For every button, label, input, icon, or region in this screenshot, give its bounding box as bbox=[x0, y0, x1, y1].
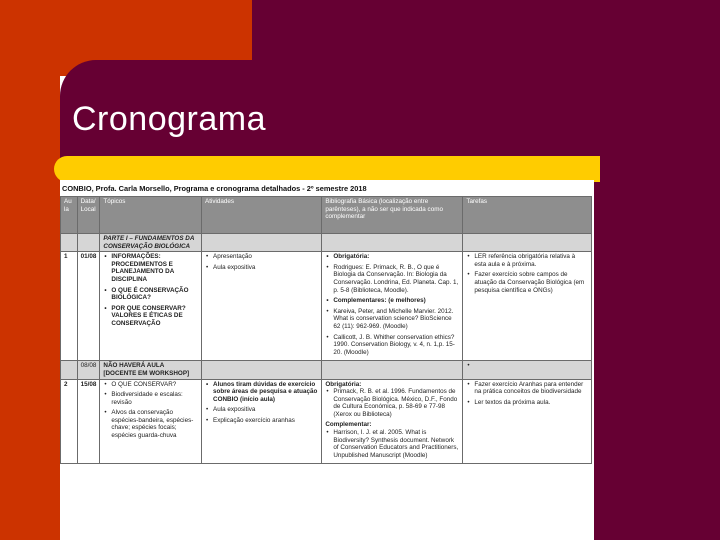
list-item: • Fazer exercício Aranhas para entender na prática conceitos de biodiversidade bbox=[474, 381, 588, 396]
list-item: • Biodiversidade e escalas: revisão bbox=[111, 391, 198, 406]
list-item: • Ler textos da próxima aula. bbox=[474, 399, 588, 407]
cell bbox=[61, 234, 78, 252]
list-item: • Rodrigues: E. Primack, R. B., O que é Biologia da Conservação. In: Biologia da Conservação. Londrina, Ed. Planeta. Cap. 1, p. 5-8 (Biblioteca, Moodle). bbox=[333, 264, 459, 294]
list-item: • Complementares: (e melhores) bbox=[333, 297, 459, 305]
schedule-table bbox=[60, 196, 592, 464]
table-row-holiday bbox=[61, 361, 592, 379]
cell bbox=[61, 361, 78, 379]
slide-title: Cronograma bbox=[72, 100, 266, 138]
list-item: • O QUE CONSERVAR? bbox=[111, 381, 198, 389]
activities-cell bbox=[202, 252, 322, 361]
aula-number: 1 bbox=[61, 252, 78, 361]
list-item: • Explicação exercício aranhas bbox=[213, 417, 318, 425]
cell bbox=[463, 361, 592, 379]
cell bbox=[463, 234, 592, 252]
part-title: PARTE I – FUNDAMENTOS DA CONSERVAÇÃO BIOLÓGICA bbox=[100, 234, 202, 252]
bibliography-cell bbox=[322, 379, 463, 464]
list-item: • INFORMAÇÕES: PROCEDIMENTOS E PLANEJAMENTO DA DISCIPLINA bbox=[111, 253, 198, 283]
cell bbox=[322, 361, 463, 379]
biblio-complementary-heading: Complementar: bbox=[325, 421, 372, 429]
list-item bbox=[474, 362, 588, 370]
bibliography-cell bbox=[322, 252, 463, 361]
table-row-part bbox=[61, 234, 592, 252]
table-row bbox=[61, 252, 592, 361]
list-item: • Kareiva, Peter, and Michelle Marvier. 2012. What is conservation science? BioScience 62 (11): 962-969. (Moodle) bbox=[333, 308, 459, 331]
header-topics: Tópicos bbox=[100, 197, 202, 234]
date-cell: 01/08 bbox=[77, 252, 100, 361]
yellow-accent-bar bbox=[54, 156, 600, 182]
activities-cell bbox=[202, 379, 322, 464]
header-tasks: Tarefas bbox=[463, 197, 592, 234]
list-item: • Alvos da conservação espécies-bandeira, espécies-chave; espécies focais; espécies guarda-chuva bbox=[111, 409, 198, 439]
list-item: • O QUE É CONSERVAÇÃO BIOLÓGICA? bbox=[111, 287, 198, 302]
topics-cell bbox=[100, 379, 202, 464]
orange-left-band bbox=[0, 76, 60, 540]
list-item: • Harrison, I. J. et al. 2005. What is Biodiversity? Synthesis document. Network of Conservation Educators and Practitioners, Unpublished Manuscript (Moodle) bbox=[333, 429, 459, 459]
topics-cell bbox=[100, 252, 202, 361]
cell bbox=[77, 234, 100, 252]
header-date: Data/ Local bbox=[77, 197, 100, 234]
cell bbox=[202, 234, 322, 252]
header-aula: Au la bbox=[61, 197, 78, 234]
date-cell: 08/08 bbox=[77, 361, 100, 379]
table-header-row bbox=[61, 197, 592, 234]
date-cell: 15/08 bbox=[77, 379, 100, 464]
holiday-notice: NÃO HAVERÁ AULA [DOCENTE EM WORKSHOP] bbox=[100, 361, 202, 379]
list-item: • Callicott, J. B. Whither conservation ethics? 1990. Conservation Biology, v. 4, n. 1,p. 15-20. (Moodle) bbox=[333, 334, 459, 357]
document-heading: CONBIO, Profa. Carla Morsello, Programa e cronograma detalhados - 2º semestre 2018 bbox=[62, 184, 367, 193]
list-item: • Aula expositiva bbox=[213, 264, 318, 272]
tasks-cell bbox=[463, 252, 592, 361]
list-item: • Apresentação bbox=[213, 253, 318, 261]
list-item: • Fazer exercício sobre campos de atuação da Conservação Biológica (em pesquisa científica e ONGs) bbox=[474, 271, 588, 294]
document-image bbox=[60, 182, 594, 528]
list-item: • Primack, R. B. et al. 1996. Fundamentos de Conservação Biológica. México, D.F., Fondo de Cultura Económica, p. 58-69 e 77-98 (Xerox ou Biblioteca) bbox=[333, 388, 459, 418]
cell bbox=[202, 361, 322, 379]
list-item: • Obrigatória: bbox=[333, 253, 459, 261]
tasks-cell bbox=[463, 379, 592, 464]
biblio-required-heading: Obrigatória: bbox=[325, 380, 362, 388]
list-item: • POR QUE CONSERVAR? VALORES E ÉTICAS DE CONSERVAÇÃO bbox=[111, 305, 198, 328]
list-item: • Alunos tiram dúvidas de exercício sobre áreas de pesquisa e atuação CONBIO (início aula) bbox=[213, 381, 318, 404]
header-bibliography: Bibliografia Básica (localização entre parênteses), a não ser que indicada como complementar bbox=[322, 197, 463, 234]
cell bbox=[322, 234, 463, 252]
list-item: • LER referência obrigatória relativa à esta aula e à próxima. bbox=[474, 253, 588, 268]
list-item: • Aula expositiva bbox=[213, 406, 318, 414]
header-activities: Atividades bbox=[202, 197, 322, 234]
table-row bbox=[61, 379, 592, 464]
aula-number: 2 bbox=[61, 379, 78, 464]
